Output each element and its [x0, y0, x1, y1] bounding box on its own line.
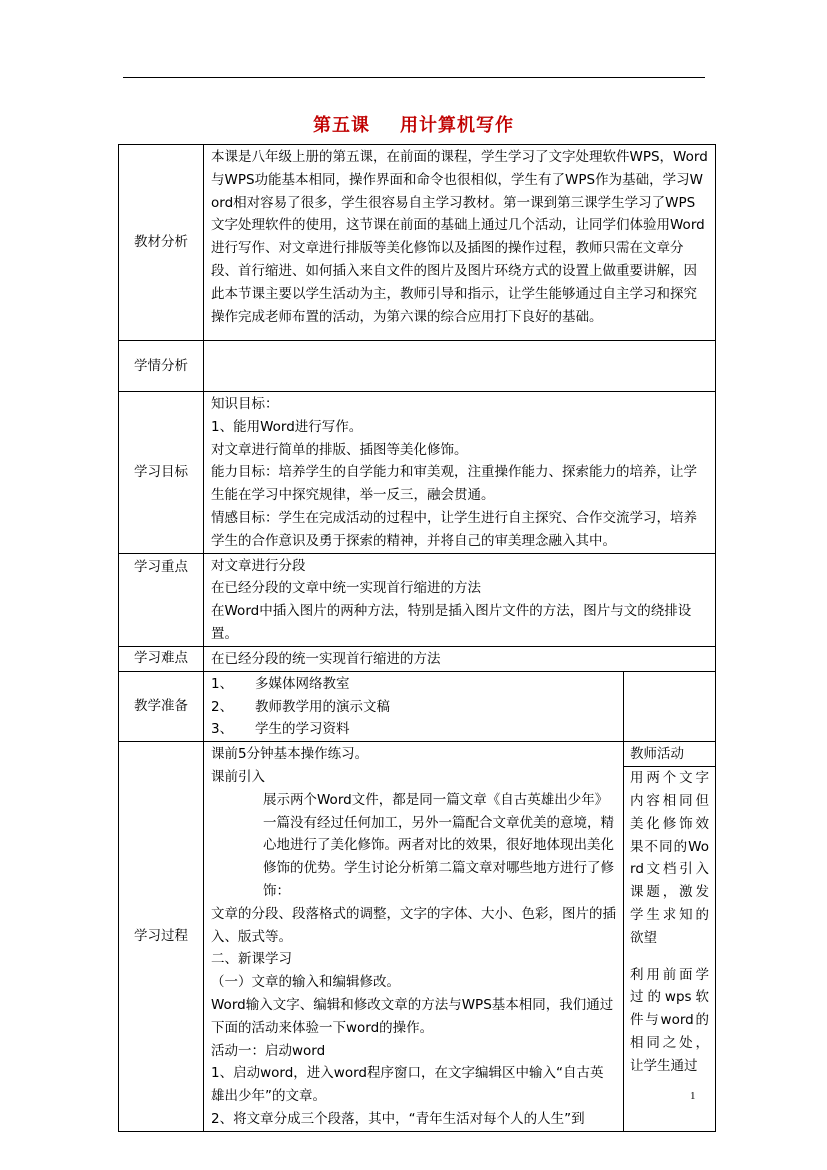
page-number: 1	[690, 1090, 696, 1102]
row-difficulty	[119, 646, 716, 671]
process-line: 课前引入	[211, 768, 265, 785]
process-line: 文章的分段、段落格式的调整，文字的字体、大小、色彩，图片的插入、版式等。	[211, 905, 616, 945]
objective-line: 知识目标：	[211, 396, 279, 412]
item-number: 3、	[211, 721, 234, 738]
lesson-name: 用计算机写作	[400, 115, 514, 136]
process-line: 二、新课学习	[211, 951, 292, 968]
page-title	[0, 111, 827, 137]
row-material	[119, 145, 716, 341]
item-text: 教师教学用的演示文稿	[255, 698, 390, 715]
row-objectives	[119, 392, 716, 554]
item-text: 学生的学习资料	[255, 721, 350, 738]
row-label: 学习目标	[119, 392, 204, 554]
key-point-line: 在Word中插入图片的两种方法，特别是插入图片文件的方法，图片与文的绕排设置。	[211, 603, 692, 642]
objective-line: 情感目标：学生在完成活动的过程中，让学生进行自主探究、合作交流学习，培养学生的合作意识及勇于探索的精神，并将自己的审美理念融入其中。	[211, 509, 697, 549]
teacher-activity-header: 教师活动	[624, 742, 715, 767]
row-label: 教材分析	[119, 145, 204, 341]
teacher-activity-text: 用两个文字内容相同但美化修饰效果不同的Word文档引入课题，激发学生求知的欲望	[630, 770, 710, 946]
preparation-item	[211, 673, 616, 696]
process-line: 课前5分钟基本操作练习。	[211, 746, 369, 763]
row-learner	[119, 341, 716, 392]
objective-line: 对文章进行简单的排版、插图等美化修饰。	[211, 441, 468, 458]
row-key-points	[119, 553, 716, 646]
item-text: 多媒体网络教室	[255, 675, 350, 692]
row-label: 学习过程	[119, 742, 204, 1132]
lesson-number: 第五课	[313, 115, 370, 136]
difficulty-text: 在已经分段的统一实现首行缩进的方法	[204, 646, 716, 671]
row-label: 教学准备	[119, 671, 204, 741]
process-paragraph: 展示两个Word文件，都是同一篇文章《自古英雄出少年》一篇没有经过任何加工，另外一篇配合文章优美的意境，精心地进行了美化修饰。两者对比的效果，很好地体现出美化修饰的优势。学生讨论分析第二篇文章对哪些地方进行了修饰：	[263, 791, 614, 899]
learner-text	[204, 341, 716, 392]
process-line: 2、将文章分成三个段落，其中，“青年生活对每个人的人生”到	[211, 1110, 585, 1127]
preparation-item	[211, 696, 616, 719]
process-cell	[204, 742, 624, 1132]
preparation-item	[211, 718, 616, 741]
preparation-cell	[204, 671, 624, 741]
process-line: Word输入文字、编辑和修改文章的方法与WPS基本相同，我们通过下面的活动来体验一下word的操作。	[211, 996, 614, 1036]
header-rule	[123, 77, 705, 78]
objective-line: 1、能用Word进行写作。	[211, 418, 363, 435]
objective-line: 能力目标：培养学生的自学能力和审美观，注重操作能力、探索能力的培养，让学生能在学习中探究规律，举一反三，融会贯通。	[211, 464, 697, 504]
item-number: 1、	[211, 675, 234, 692]
row-label: 学习重点	[119, 553, 204, 646]
key-points-cell	[204, 553, 716, 646]
objectives-cell	[204, 392, 716, 554]
row-process	[119, 742, 716, 1132]
lesson-plan-table	[118, 144, 716, 1132]
row-label: 学情分析	[119, 341, 204, 392]
preparation-side-cell	[624, 671, 716, 741]
row-label: 学习难点	[119, 646, 204, 671]
process-line: 活动一：启动word	[211, 1042, 326, 1059]
key-point-line: 对文章进行分段	[211, 557, 306, 574]
teacher-activity-cell	[624, 742, 716, 1132]
material-text: 本课是八年级上册的第五课，在前面的课程，学生学习了文字处理软件WPS，Word与WPS功能基本相同，操作界面和命令也很相似，学生有了WPS作为基础，学习Word相对容易了很多，学生很容易自主学习教材。第一课到第三课学生学习了WPS文字处理软件的使用，这节课在前面的基础上通过几个活动，让同学们体验用Word进行写作、对文章进行排版等美化修饰以及插图的操作过程，教师只需在文章分段、首行缩进、如何插入来自文件的图片及图片环绕方式的设置上做重要讲解，因此本节课主要以学生活动为主，教师引导和指示，让学生能够通过自主学习和探究操作完成老师布置的活动，为第六课的综合应用打下良好的基础。	[204, 145, 716, 341]
process-line: （一）文章的输入和编辑修改。	[211, 974, 400, 991]
item-number: 2、	[211, 698, 234, 715]
row-preparation	[119, 671, 716, 741]
key-point-line: 在已经分段的文章中统一实现首行缩进的方法	[211, 580, 481, 597]
teacher-activity-text: 利用前面学过的wps软件与word的相同之处，让学生通过	[630, 966, 710, 1074]
process-line: 1、启动word，进入word程序窗口，在文字编辑区中输入“自古英雄出少年”的文章。	[211, 1065, 604, 1105]
